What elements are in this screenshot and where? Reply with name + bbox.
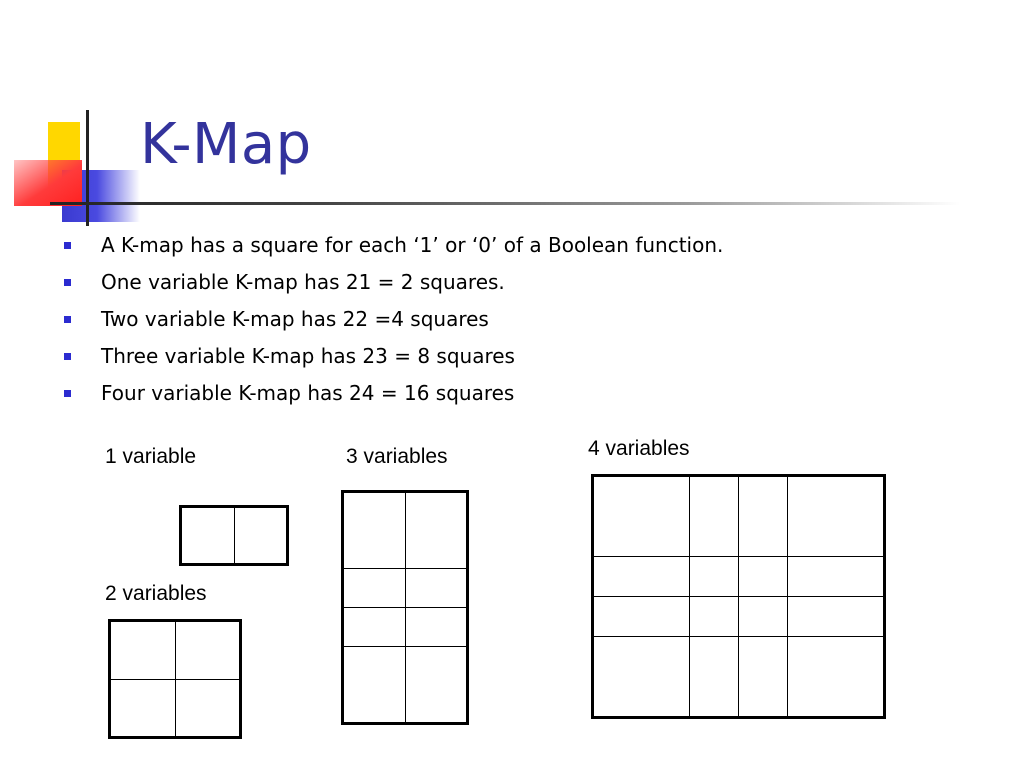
kmap-cell [343, 607, 406, 646]
bullet-text: A K-map has a square for each ‘1’ or ‘0’ of a Boolean function. [101, 233, 724, 257]
bullet-square-icon [64, 390, 71, 397]
kmap-cell [593, 556, 690, 596]
kmap-row [593, 556, 885, 596]
kmap-cell [343, 569, 406, 608]
kmap-cell [787, 637, 884, 718]
kmap-cell [738, 637, 787, 718]
kmap-cell [405, 607, 468, 646]
kmap-cell [787, 556, 884, 596]
kmap-cell [343, 492, 406, 569]
bullet-square-icon [64, 353, 71, 360]
ornament-vertical-line [86, 110, 89, 226]
kmap-cell [175, 679, 241, 738]
kmap-cell [787, 596, 884, 636]
slide-title: K-Map [140, 112, 312, 177]
kmap-cell [405, 646, 468, 723]
kmap-cell [690, 596, 739, 636]
kmap-cell [405, 569, 468, 608]
kmap-row [593, 637, 885, 718]
title-underline [50, 202, 960, 205]
kmap-row [343, 492, 468, 569]
kmap-row [110, 679, 241, 738]
kmap-3-variables-label: 3 variables [346, 445, 448, 468]
kmap-cell [593, 476, 690, 557]
kmap-1-variable-label: 1 variable [105, 445, 197, 468]
bullet-text: Four variable K-map has 24 = 16 squares [101, 381, 515, 405]
bullet-square-icon [64, 242, 71, 249]
bullet-text: Three variable K-map has 23 = 8 squares [101, 344, 515, 368]
kmap-cell [738, 556, 787, 596]
kmap-row [110, 621, 241, 680]
kmap-cell [175, 621, 241, 680]
kmap-row [593, 476, 885, 557]
ornament-red-square [14, 160, 82, 206]
kmap-row [181, 507, 288, 565]
bullet-square-icon [64, 279, 71, 286]
kmap-2-variables-grid [108, 619, 242, 739]
kmap-cell [405, 492, 468, 569]
kmap-4-variables-grid [591, 474, 886, 719]
kmap-cell [738, 476, 787, 557]
kmap-cell [690, 637, 739, 718]
kmap-4-variables-label: 4 variables [588, 437, 690, 460]
kmap-cell [181, 507, 235, 565]
kmap-cell [690, 556, 739, 596]
bullet-square-icon [64, 316, 71, 323]
kmap-cell [690, 476, 739, 557]
kmap-cell [593, 637, 690, 718]
bullet-text: Two variable K-map has 22 =4 squares [101, 307, 489, 331]
kmap-cell [234, 507, 288, 565]
kmap-cell [787, 476, 884, 557]
kmap-1-variable-grid [179, 505, 289, 566]
kmap-3-variables-grid [341, 490, 469, 725]
kmap-row [343, 646, 468, 723]
kmap-cell [110, 621, 176, 680]
kmap-cell [593, 596, 690, 636]
kmap-row [593, 596, 885, 636]
kmap-cell [738, 596, 787, 636]
kmap-row [343, 569, 468, 608]
bullet-text: One variable K-map has 21 = 2 squares. [101, 270, 505, 294]
kmap-cell [110, 679, 176, 738]
kmap-row [343, 607, 468, 646]
kmap-2-variables-label: 2 variables [105, 582, 207, 605]
kmap-cell [343, 646, 406, 723]
